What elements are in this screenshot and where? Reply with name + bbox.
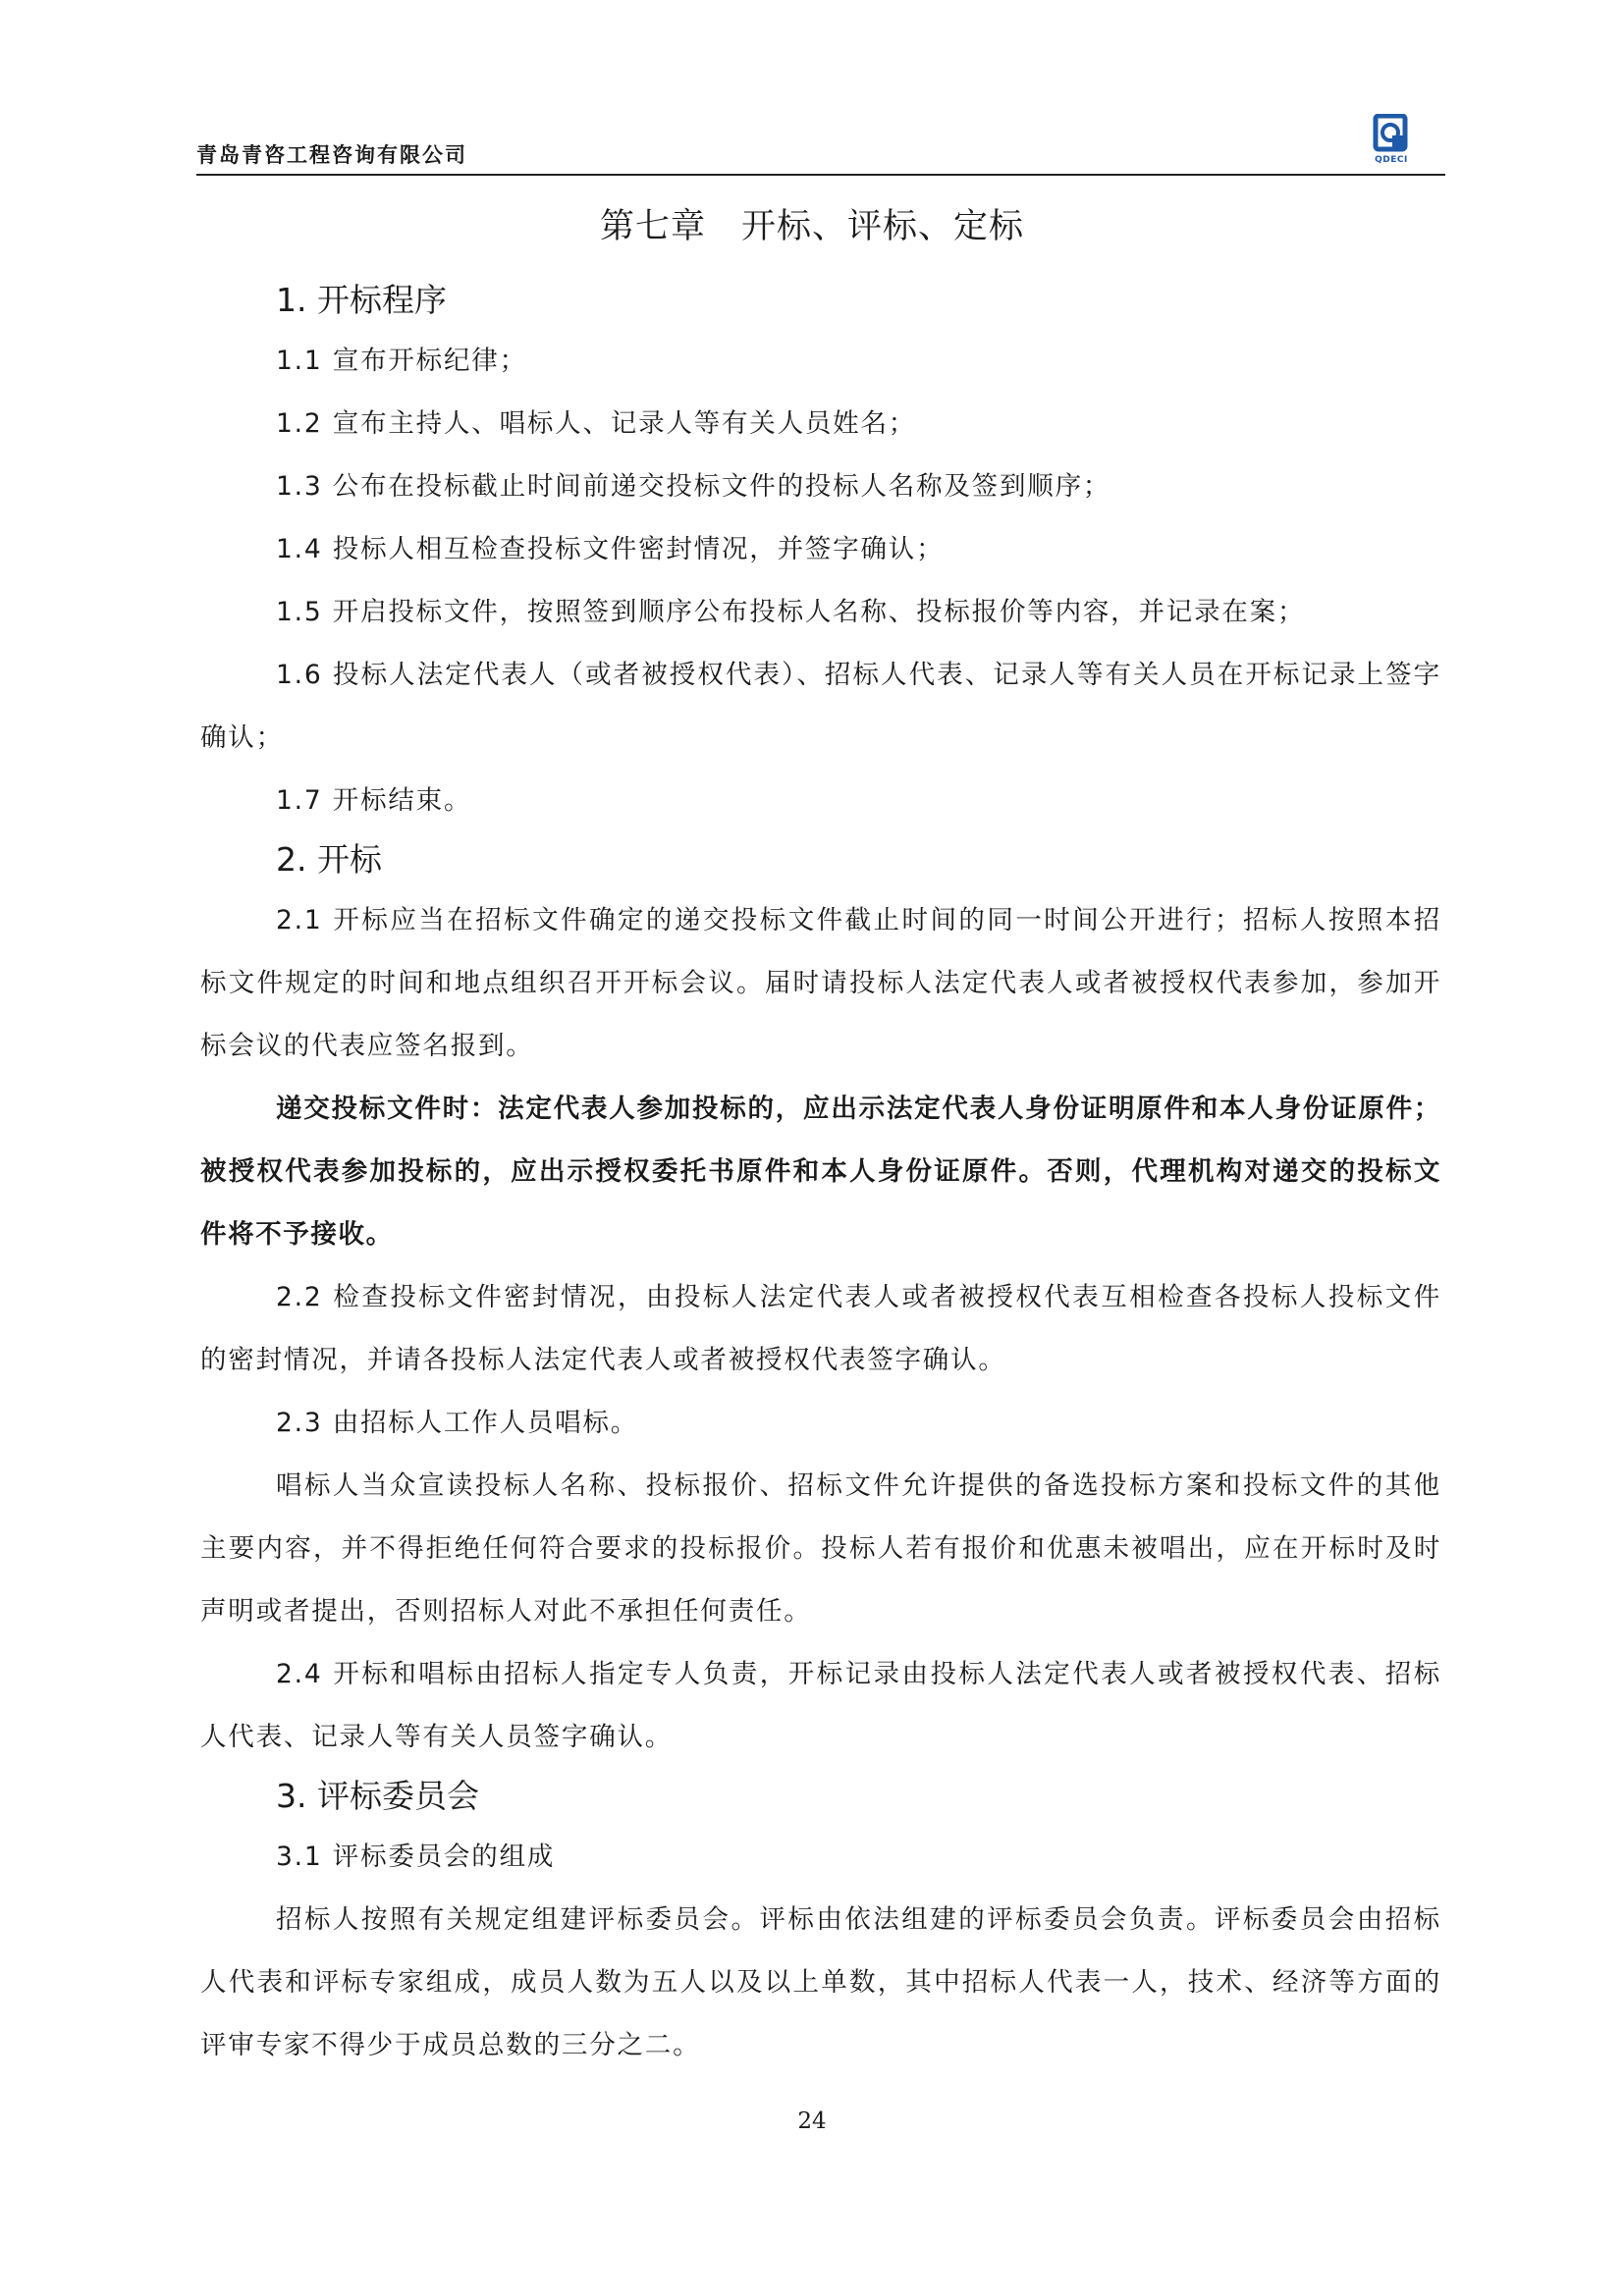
paragraph: 2.1 开标应当在招标文件确定的递交投标文件截止时间的同一时间公开进行；招标人按照本招标文件规定的时间和地点组织召开开标会议。届时请投标人法定代表人或者被授权代表参加，参加开标会议的代表应签名报到。 bbox=[200, 905, 1441, 1061]
section-heading-2: 2. 开标 bbox=[276, 840, 382, 879]
page-number: 24 bbox=[797, 2109, 827, 2134]
list-item: 1.7 开标结束。 bbox=[276, 785, 472, 816]
list-item: 1.6 投标人法定代表人（或者被授权代表）、招标人代表、记录人等有关人员在开标记录上签字确认； bbox=[200, 660, 1441, 753]
section-heading-3: 3. 评标委员会 bbox=[276, 1777, 479, 1815]
paragraph: 2.4 开标和唱标由招标人指定专人负责，开标记录由投标人法定代表人或者被授权代表、招标人代表、记录人等有关人员签字确认。 bbox=[200, 1659, 1441, 1752]
paragraph: 2.3 由招标人工作人员唱标。 bbox=[276, 1408, 639, 1438]
paragraph: 3.1 评标委员会的组成 bbox=[276, 1842, 556, 1872]
company-name: 青岛青咨工程咨询有限公司 bbox=[196, 142, 467, 167]
page-header bbox=[196, 128, 1443, 177]
list-item: 1.3 公布在投标截止时间前递交投标文件的投标人名称及签到顺序； bbox=[276, 471, 1111, 502]
list-item: 1.4 投标人相互检查投标文件密封情况，并签字确认； bbox=[276, 534, 945, 564]
section-heading-1: 1. 开标程序 bbox=[276, 281, 447, 319]
chapter-title: 第七章 开标、评标、定标 bbox=[599, 207, 1024, 246]
paragraph: 2.2 检查投标文件密封情况，由投标人法定代表人或者被授权代表互相检查各投标人投标文件的密封情况，并请各投标人法定代表人或者被授权代表签字确认。 bbox=[200, 1282, 1441, 1375]
list-item: 1.5 开启投标文件，按照签到顺序公布投标人名称、投标报价等内容，并记录在案； bbox=[276, 597, 1306, 627]
company-logo-icon bbox=[1367, 114, 1416, 171]
paragraph: 招标人按照有关规定组建评标委员会。评标由依法组建的评标委员会负责。评标委员会由招标人代表和评标专家组成，成员人数为五人以及以上单数，其中招标人代表一人，技术、经济等方面的评审专家不得少于成员总数的三分之二。 bbox=[200, 1904, 1441, 2060]
document-body bbox=[200, 273, 1441, 2077]
bold-notice-paragraph: 递交投标文件时：法定代表人参加投标的，应出示法定代表人身份证明原件和本人身份证原件；被授权代表参加投标的，应出示授权委托书原件和本人身份证原件。否则，代理机构对递交的投标文件将不予接收。 bbox=[200, 1094, 1441, 1250]
paragraph: 唱标人当众宣读投标人名称、投标报价、招标文件允许提供的备选投标方案和投标文件的其他主要内容，并不得拒绝任何符合要求的投标报价。投标人若有报价和优惠未被唱出，应在开标时及时声明或者提出，否则招标人对此不承担任何责任。 bbox=[200, 1470, 1441, 1627]
list-item: 1.2 宣布主持人、唱标人、记录人等有关人员姓名； bbox=[276, 408, 917, 439]
logo-text: QDECI bbox=[1375, 155, 1408, 165]
list-item: 1.1 宣布开标纪律； bbox=[276, 346, 527, 376]
header-divider bbox=[196, 174, 1445, 176]
